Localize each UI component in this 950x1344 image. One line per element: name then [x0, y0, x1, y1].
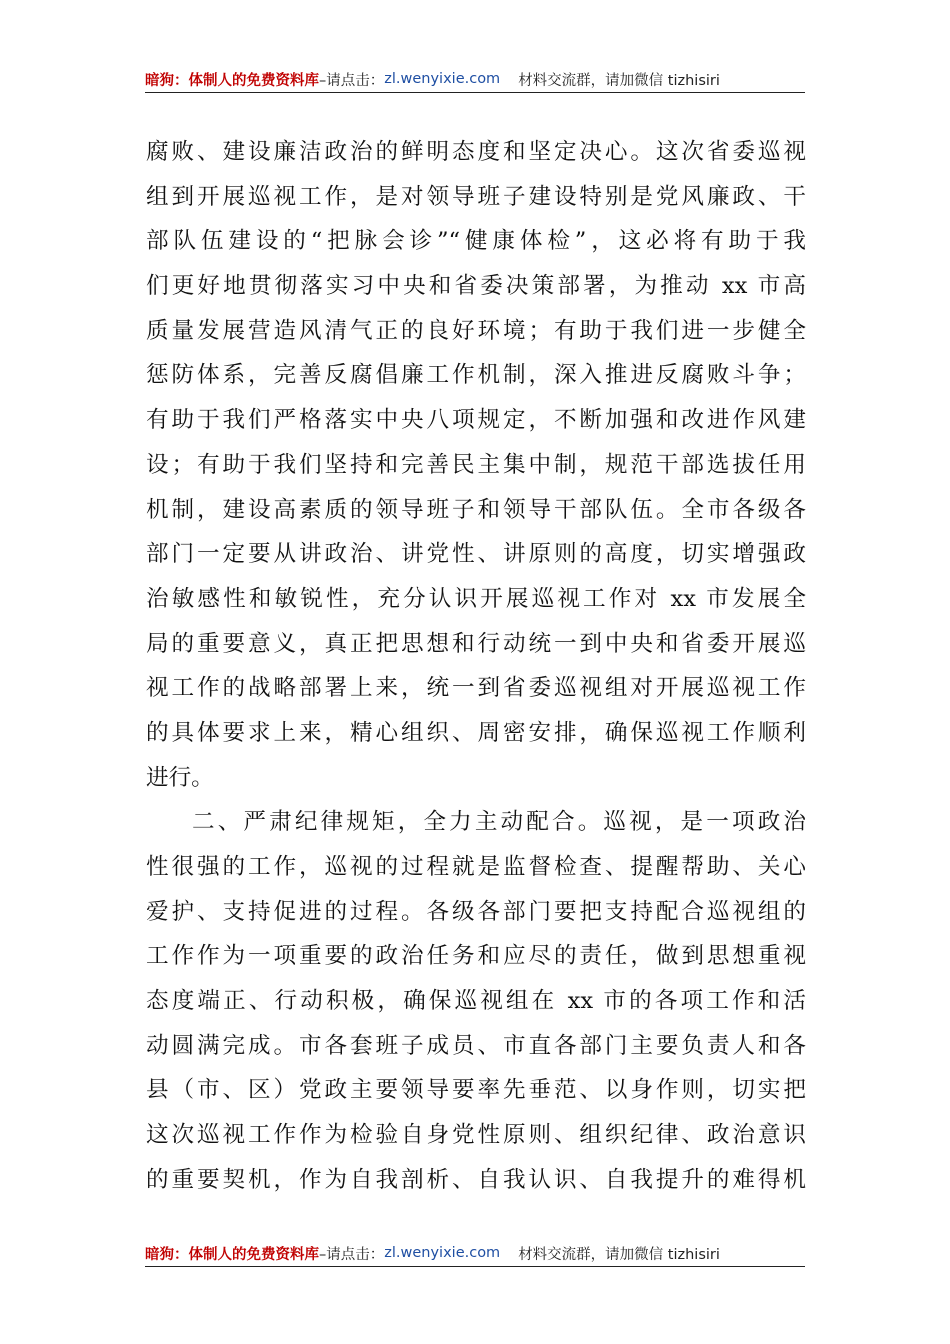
body-line: 县（市、区）党政主要领导要率先垂范、以身作则，切实把 — [146, 1077, 806, 1104]
body-line: 态度端正、行动积极，确保巡视组在 xx 市的各项工作和活 — [146, 988, 806, 1015]
header-banner — [145, 66, 805, 93]
footer-click-text: –请点击： — [319, 1246, 385, 1263]
body-line: 性很强的工作，巡视的过程就是监督检查、提醒帮助、关心 — [146, 854, 806, 880]
body-line: 质量发展营造风清气正的良好环境；有助于我们进一步健全 — [146, 317, 806, 344]
footer-group-text: 材料交流群，请加微信 tizhisiri — [518, 1246, 720, 1263]
body-line: 惩防体系，完善反腐倡廉工作机制，深入推进反腐败斗争； — [146, 362, 806, 389]
footer-banner — [145, 1240, 805, 1267]
body-line: 局的重要意义，真正把思想和行动统一到中央和省委开展巡 — [146, 630, 806, 657]
section-heading-line: 二、严肃纪律规矩，全力主动配合。巡视，是一项政治 — [192, 809, 806, 836]
header-group-text: 材料交流群，请加微信 tizhisiri — [518, 72, 720, 89]
body-line: 有助于我们严格落实中央八项规定，不断加强和改进作风建 — [146, 407, 806, 434]
body-line: 部队伍建设的“把脉会诊”“健康体检”，这必将有助于我 — [146, 228, 806, 255]
body-line: 的重要契机，作为自我剖析、自我认识、自我提升的难得机 — [146, 1166, 806, 1193]
body-line: 治敏感性和敏锐性，充分认识开展巡视工作对 xx 市发展全 — [146, 585, 806, 612]
body-line: 的具体要求上来，精心组织、周密安排，确保巡视工作顺利 — [146, 719, 806, 746]
body-line: 们更好地贯彻落实习中央和省委决策部署，为推动 xx 市高 — [146, 273, 806, 300]
body-line: 腐败、建设廉洁政治的鲜明态度和坚定决心。这次省委巡视 — [146, 139, 806, 165]
header-url-link[interactable]: zl.wenyixie.com — [384, 71, 501, 87]
footer-url-link[interactable]: zl.wenyixie.com — [384, 1245, 501, 1261]
header-brand: 暗狗：体制人的免费资料库 — [145, 72, 319, 89]
body-line: 爱护、支持促进的过程。各级各部门要把支持配合巡视组的 — [146, 898, 806, 925]
body-line: 这次巡视工作作为检验自身党性原则、组织纪律、政治意识 — [146, 1122, 806, 1149]
body-line: 视工作的战略部署上来，统一到省委巡视组对开展巡视工作 — [146, 675, 806, 702]
header-click-text: –请点击： — [319, 72, 385, 89]
body-line: 工作作为一项重要的政治任务和应尽的责任，做到思想重视 — [146, 943, 806, 970]
document-body — [146, 130, 806, 1203]
body-line: 设；有助于我们坚持和完善民主集中制，规范干部选拔任用 — [146, 451, 806, 478]
footer-brand: 暗狗：体制人的免费资料库 — [145, 1246, 319, 1263]
body-line: 组到开展巡视工作，是对领导班子建设特别是党风廉政、干 — [146, 183, 806, 210]
body-line: 部门一定要从讲政治、讲党性、讲原则的高度，切实增强政 — [146, 541, 806, 568]
body-line: 机制，建设高素质的领导班子和领导干部队伍。全市各级各 — [146, 496, 806, 523]
body-line: 动圆满完成。市各套班子成员、市直各部门主要负责人和各 — [146, 1032, 806, 1059]
body-line: 进行。 — [146, 764, 214, 791]
